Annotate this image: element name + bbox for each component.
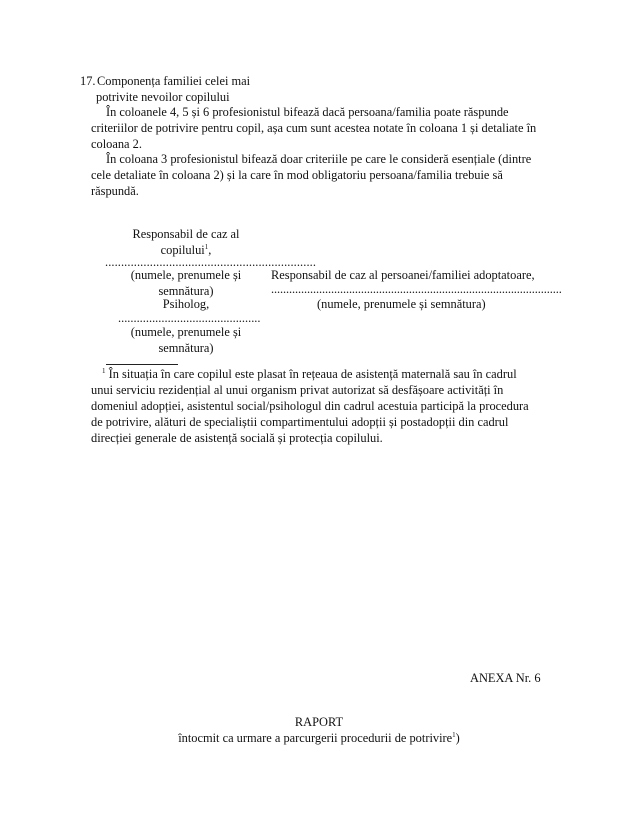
para1-line1: În coloanele 4, 5 și 6 profesionistul bifează dacă persoana/familia poate răspunde — [106, 105, 509, 119]
name-signature-family: (numele, prenumele și semnătura) — [317, 297, 486, 311]
para1-line2: criteriilor de potrivire pentru copil, așa cum sunt acestea notate în coloana 1 și detaliate în — [91, 121, 537, 135]
para1-line3: coloana 2. — [91, 137, 142, 151]
section-number: 17. — [80, 74, 96, 88]
case-manager-child-label: Responsabil de caz al — [132, 227, 240, 241]
report-footnote-marker: 1 — [452, 731, 456, 739]
annex-label: ANEXA Nr. 6 — [470, 671, 541, 685]
section-title-line2: potrivite nevoilor copilului — [96, 90, 230, 104]
footnote-text-1: În situația în care copilul este plasat în rețeaua de asistență maternală sau în cadrul — [108, 367, 517, 381]
footnote-line1 — [102, 367, 517, 383]
para2-line1: În coloana 3 profesionistul bifează doar criteriile pe care le consideră esențiale (dintre — [106, 152, 532, 166]
name-signature-psych-line1: (numele, prenumele și — [130, 325, 242, 339]
signature-dots-family: ................................................................................................. — [271, 282, 562, 296]
footnote-separator — [106, 364, 178, 365]
footnote-line5: direcției generale de asistență socială și protecția copilului. — [91, 431, 383, 445]
report-subtitle — [100, 731, 538, 747]
report-subtitle-text: întocmit ca urmare a parcurgerii procedurii de potrivire — [178, 731, 453, 745]
signature-dots-psychologist: .............................................. — [118, 311, 261, 325]
report-subtitle-suffix: ) — [455, 731, 460, 745]
report-title: RAPORT — [294, 715, 344, 729]
signature-dots-child: .................................................................. — [105, 255, 317, 269]
name-signature-child-line2: semnătura) — [158, 284, 214, 298]
section-title-line1: Componența familiei celei mai — [97, 74, 251, 88]
footnote-line2: unui serviciu rezidențial al unui organism privat autorizat să desfășoare activități în — [91, 383, 504, 397]
footnote-marker: 1 — [102, 367, 106, 375]
case-manager-child-comma: , — [208, 243, 212, 257]
para2-line2: cele detaliate în coloana 2) și la care în mod obligatoriu persoana/familia trebuie să — [91, 168, 503, 182]
footnote-line4: de potrivire, alături de specialiștii compartimentului adopții și postadopții din cadrul — [91, 415, 509, 429]
psychologist-label: Psiholog, — [162, 297, 210, 311]
case-manager-child-word: copilului — [160, 243, 205, 257]
name-signature-psych-line2: semnătura) — [158, 341, 214, 355]
name-signature-child-line1: (numele, prenumele și — [130, 268, 242, 282]
footnote-ref-marker: 1 — [204, 243, 209, 251]
footnote-line3: domeniul adopției, asistentul social/psihologul din cadrul acestuia participă la procedura — [91, 399, 529, 413]
case-manager-family-label: Responsabil de caz al persoanei/familiei adoptatoare, — [271, 268, 535, 282]
para2-line3: răspundă. — [91, 184, 139, 198]
